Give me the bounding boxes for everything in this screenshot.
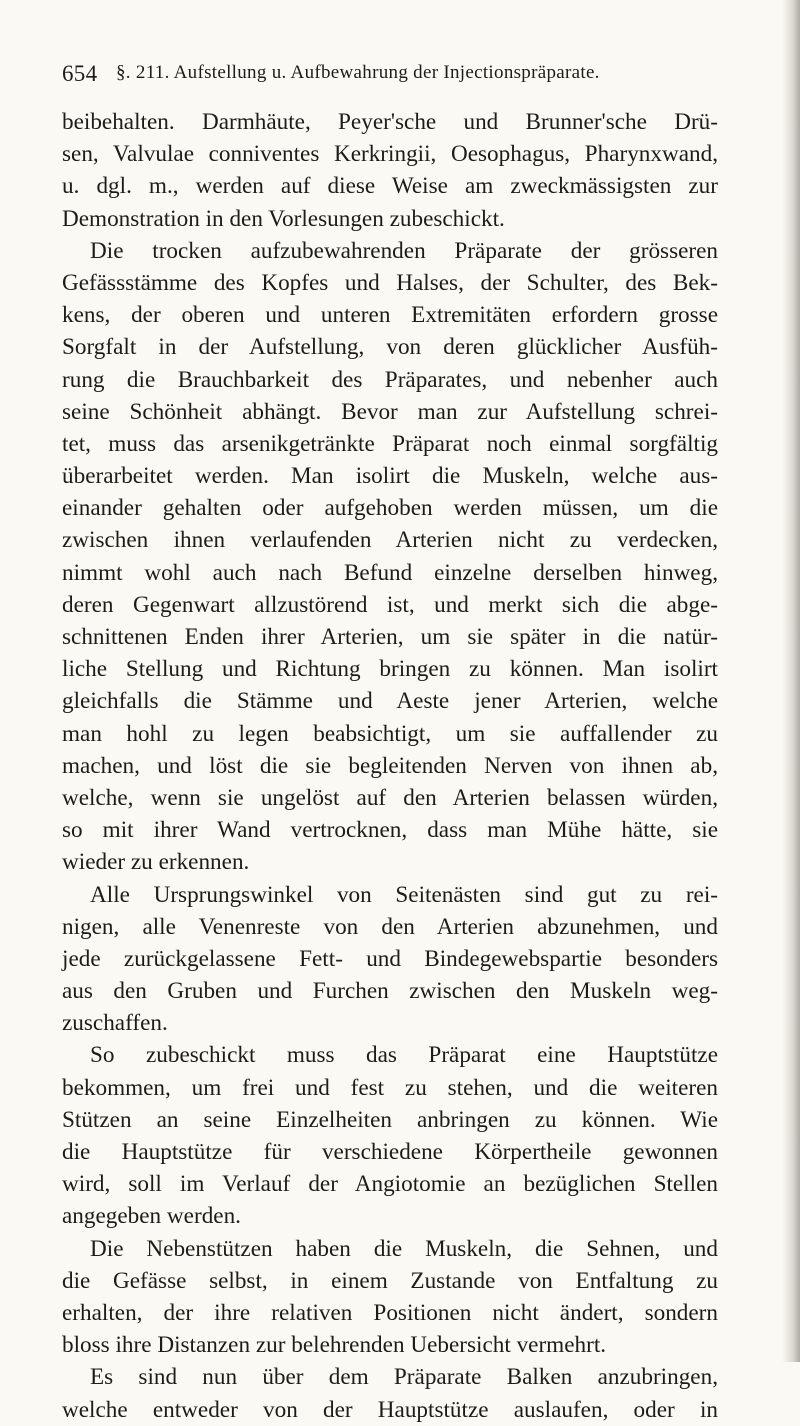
body-text — [62, 106, 718, 1426]
text-line: nigen, alle Venenreste von den Arterien abzunehmen, und — [62, 913, 718, 940]
text-line: überarbeitet werden. Man isolirt die Muskeln, welche aus- — [62, 463, 718, 490]
text-line: seine Schönheit abhängt. Bevor man zur Aufstellung schrei- — [62, 398, 718, 425]
text-line: jede zurückgelassene Fett- und Bindegewebspartie besonders — [62, 945, 718, 972]
text-line: liche Stellung und Richtung bringen zu können. Man isolirt — [62, 656, 718, 683]
text-line: angegeben werden. — [62, 1203, 241, 1230]
text-line: nimmt wohl auch nach Befund einzelne derselben hinweg, — [62, 559, 718, 586]
text-line: sen, Valvulae conniventes Kerkringii, Oesophagus, Pharynxwand, — [62, 141, 718, 168]
text-line: die Hauptstütze für verschiedene Körpertheile gewonnen — [62, 1139, 718, 1165]
text-line: Die trocken aufzubewahrenden Präparate der grösseren — [90, 237, 718, 264]
text-line: tet, muss das arsenikgetränkte Präparat noch einmal sorgfältig — [62, 430, 718, 457]
text-line: bekommen, um frei und fest zu stehen, und die weiteren — [62, 1074, 718, 1101]
text-line: Alle Ursprungswinkel von Seitenästen sind gut zu rei- — [90, 881, 718, 908]
page-number: 654 — [62, 61, 98, 86]
text-line: So zubeschickt muss das Präparat eine Hauptstütze — [90, 1042, 718, 1069]
text-line: schnittenen Enden ihrer Arterien, um sie später in die natür- — [62, 624, 718, 650]
text-line: welche, wenn sie ungelöst auf den Arterien belassen würden, — [62, 784, 718, 811]
text-line: wieder zu erkennen. — [62, 849, 250, 876]
text-line: so mit ihrer Wand vertrocknen, dass man Mühe hätte, sie — [62, 817, 718, 844]
text-line: zwischen ihnen verlaufenden Arterien nicht zu verdecken, — [62, 527, 718, 554]
text-line: u. dgl. m., werden auf diese Weise am zweckmässigsten zur — [62, 173, 718, 200]
page-edge-shadow — [782, 0, 800, 1362]
text-line: Die Nebenstützen haben die Muskeln, die Sehnen, und — [90, 1235, 718, 1262]
running-title: §. 211. Aufstellung u. Aufbewahrung der Injectionspräparate. — [116, 62, 600, 83]
text-line: zuschaffen. — [62, 1010, 168, 1037]
text-line: Stützen an seine Einzelheiten anbringen zu können. Wie — [62, 1106, 718, 1133]
text-line: Es sind nun über dem Präparate Balken anzubringen, — [90, 1364, 718, 1391]
text-line: erhalten, der ihre relativen Positionen nicht ändert, sondern — [62, 1299, 718, 1326]
text-line: man hohl zu legen beabsichtigt, um sie auffallender zu — [62, 720, 718, 747]
running-header — [62, 55, 712, 89]
text-line: aus den Gruben und Furchen zwischen den Muskeln weg- — [62, 978, 718, 1005]
text-line: rung die Brauchbarkeit des Präparates, und nebenher auch — [62, 366, 718, 393]
text-line: einander gehalten oder aufgehoben werden müssen, um die — [62, 495, 718, 522]
text-line: machen, und löst die sie begleitenden Nerven von ihnen ab, — [62, 752, 718, 779]
text-line: kens, der oberen und unteren Extremitäten erfordern grosse — [62, 302, 718, 329]
text-line: bloss ihre Distanzen zur belehrenden Uebersicht vermehrt. — [62, 1332, 607, 1359]
text-line: welche entweder von der Hauptstütze auslaufen, oder in — [62, 1396, 718, 1423]
text-line: Gefässstämme des Kopfes und Halses, der Schulter, des Bek- — [62, 269, 718, 296]
text-line: Sorgfalt in der Aufstellung, von deren glücklicher Ausfüh- — [62, 334, 718, 361]
text-line: wird, soll im Verlauf der Angiotomie an bezüglichen Stellen — [62, 1171, 718, 1198]
text-line: die Gefässe selbst, in einem Zustande von Entfaltung zu — [62, 1267, 718, 1294]
text-line: Demonstration in den Vorlesungen zubeschickt. — [62, 205, 505, 232]
text-line: beibehalten. Darmhäute, Peyer'sche und Brunner'sche Drü- — [62, 109, 718, 135]
text-line: deren Gegenwart allzustörend ist, und merkt sich die abge- — [62, 591, 718, 618]
text-line: gleichfalls die Stämme und Aeste jener Arterien, welche — [62, 688, 718, 715]
